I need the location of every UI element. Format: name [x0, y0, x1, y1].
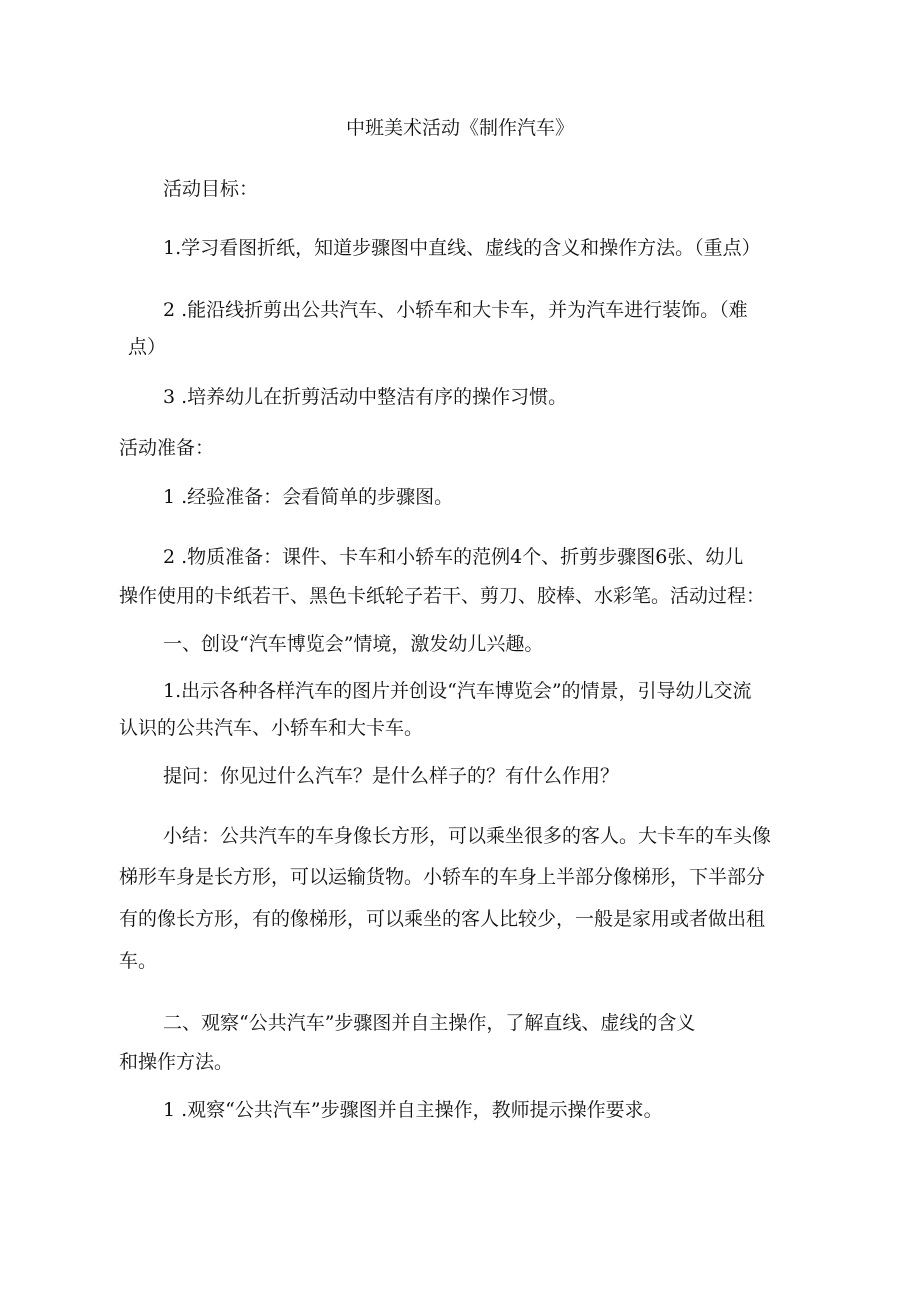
paragraph-line: 梯形车身是长方形，可以运输货物。小轿车的车身上半部分像梯形，下半部分: [119, 866, 766, 888]
paragraph-line: 2 .物质准备：课件、卡车和小轿车的范例4个、折剪步骤图6张、幼儿: [163, 546, 744, 568]
paragraph-line: 2 .能沿线折剪出公共汽车、小轿车和大卡车，并为汽车进行装饰。（难: [163, 299, 748, 321]
section-heading-step-one: 一、创设“汽车博览会”情境，激发幼儿兴趣。: [163, 633, 544, 655]
paragraph-line: 1 .观察“公共汽车”步骤图并自主操作，教师提示操作要求。: [163, 1099, 663, 1121]
paragraph-line: 和操作方法。: [119, 1051, 234, 1073]
paragraph-line: 3 .培养幼儿在折剪活动中整洁有序的操作习惯。: [163, 386, 568, 408]
paragraph-line: 1.出示各种各样汽车的图片并创设“汽车博览会”的情景，引导幼儿交流: [163, 680, 752, 702]
section-heading-preparation: 活动准备：: [119, 437, 215, 459]
paragraph-line: 车。: [119, 950, 158, 972]
paragraph-line: 1.学习看图折纸，知道步骤图中直线、虚线的含义和操作方法。（重点）: [163, 237, 761, 259]
section-heading-step-two: 二、观察“公共汽车”步骤图并自主操作，了解直线、虚线的含义: [163, 1012, 696, 1034]
paragraph-line: 操作使用的卡纸若干、黑色卡纸轮子若干、剪刀、胶棒、水彩笔。活动过程：: [119, 585, 766, 607]
paragraph-line: 提问：你见过什么汽车？是什么样子的？有什么作用？: [163, 765, 620, 787]
paragraph-line: 小结：公共汽车的车身像长方形，可以乘坐很多的客人。大卡车的车头像: [163, 825, 772, 847]
paragraph-line: 1 .经验准备：会看简单的步骤图。: [163, 486, 454, 508]
section-heading-goals: 活动目标：: [163, 178, 259, 200]
paragraph-line: 有的像长方形，有的像梯形，可以乘坐的客人比较少，一般是家用或者做出租: [119, 908, 766, 930]
paragraph-line: 点）: [128, 336, 167, 358]
paragraph-line: 认识的公共汽车、小轿车和大卡车。: [119, 717, 424, 739]
document-title: 中班美术活动《制作汽车》: [345, 117, 574, 139]
